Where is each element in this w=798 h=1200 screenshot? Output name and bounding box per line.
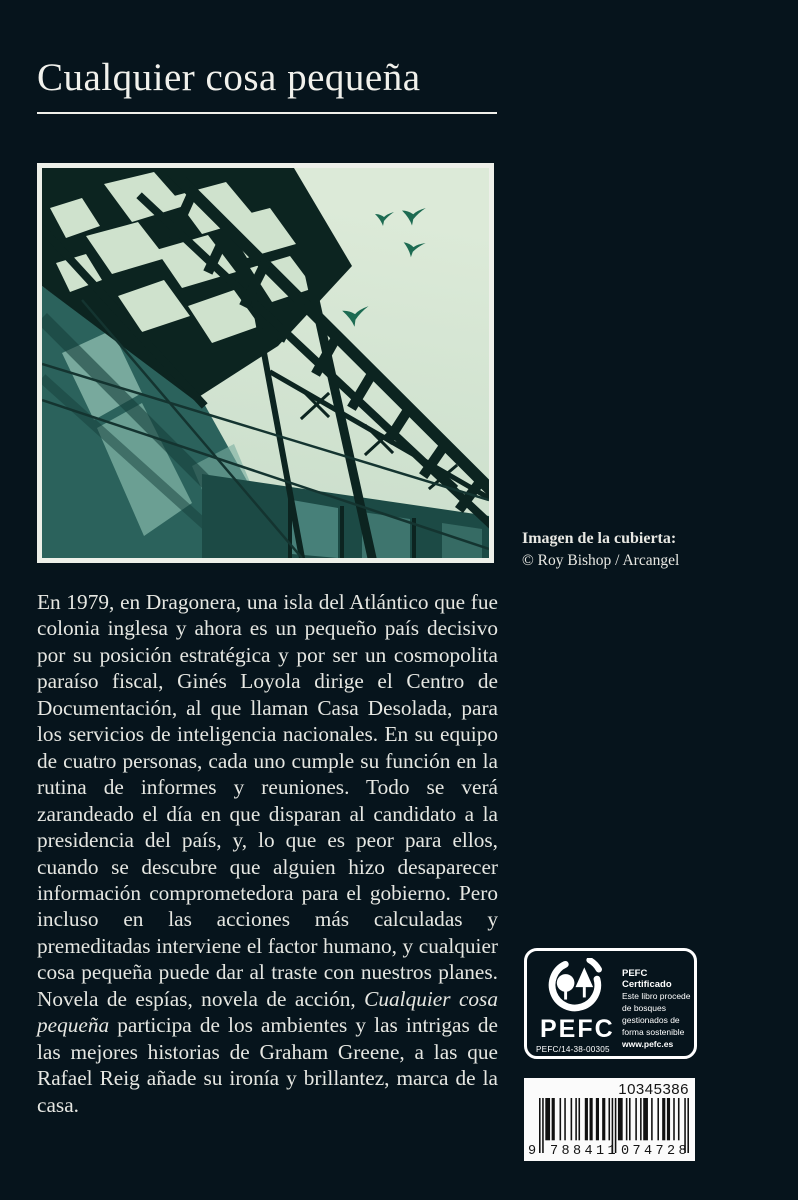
- cover-image-credit: [522, 527, 772, 573]
- synopsis-book-title-italic: Cualquier cosa pequeña: [37, 986, 498, 1038]
- barcode-serial-number: 10345386: [618, 1081, 689, 1098]
- credit-value: © Roy Bishop / Arcangel: [522, 552, 680, 570]
- isbn-group1: 788411: [550, 1144, 620, 1159]
- isbn-digits: [524, 1144, 695, 1160]
- cover-photo-illustration: [42, 168, 489, 558]
- pefc-brand: PEFC: [540, 1015, 615, 1043]
- pefc-description: Este libro procede de bosques gestionados de forma sostenible: [622, 991, 691, 1037]
- book-title: Cualquier cosa pequeña: [37, 56, 497, 114]
- pefc-website: www.pefc.es: [622, 1039, 674, 1049]
- isbn-barcode: [524, 1078, 695, 1161]
- synopsis-paragraph: [37, 589, 498, 1118]
- pefc-license-number: PEFC/14-38-00305: [536, 1045, 610, 1054]
- pefc-badge: [524, 948, 697, 1059]
- cover-photo: [37, 163, 494, 563]
- synopsis-text: En 1979, en Dragonera, una isla del Atlántico que fue colonia inglesa y ahora es un pequeño país decisivo por su posición estratégica y por ser un cosmopolita paraíso fiscal, Ginés Loyola dirige el Centro de Documentación, al que llaman Casa Desolada, para los servicios de inteligencia nacionales. En su equipo de cuatro personas, cada uno cumple su función en la rutina de informes y reuniones. Todo se verá zarandeado el día en que disparan al candidato a la presidencia del país, y, lo que es peor para ellos, cuando se descubre que alguien hizo desaparecer información comprometedora para el gobierno. Pero incluso en las acciones más calculadas y premeditadas interviene el factor humano, y cualquier cosa pequeña puede dar al traste con nuestros planes. Novela de espías, novela de acción,: [37, 590, 498, 1011]
- synopsis-text-end: participa de los ambientes y las intrigas de las mejores historias de Graham Greene, a las que Rafael Reig añade su ironía y brillantez, marca de la casa.: [37, 1013, 498, 1117]
- pefc-logo-icon: [541, 958, 611, 1012]
- isbn-group2: 074728: [621, 1144, 691, 1159]
- pefc-heading: PEFC Certificado: [622, 968, 672, 990]
- isbn-prefix: 9: [528, 1144, 537, 1159]
- credit-label: Imagen de la cubierta:: [522, 530, 677, 547]
